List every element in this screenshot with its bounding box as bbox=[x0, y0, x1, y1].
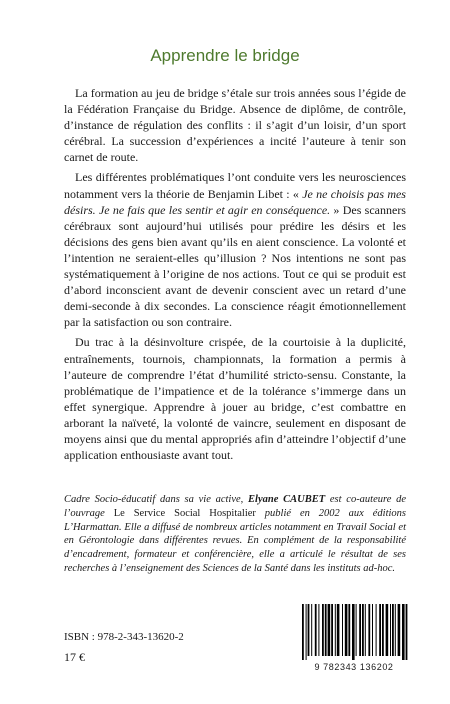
paragraph-1-text: La formation au jeu de bridge s’étale sur trois années sous l’égide de la Fédération Française du Bridge. Absence de diplôme, de contrôle, d’instance de régulation des conflits : il s’agit d’un loisir, d’un sport cérébral. La succession d’expériences a incité l’auteure à tenir son carnet de route. bbox=[64, 86, 406, 165]
paragraph-2-text-a: Les différentes problématiques l’ont conduite vers les neurosciences notamment vers la théorie de Benjamin Libet : « bbox=[64, 170, 406, 201]
libet-quote: Je ne choisis pas mes désirs. Je ne fais que les sentir et agir en conséquence. bbox=[64, 186, 406, 217]
bio-text-1: Cadre Socio-éducatif dans sa vie active, bbox=[64, 494, 249, 505]
bio-text-2: est co-auteure de l’ouvrage bbox=[64, 494, 407, 519]
book-title: Le Service Social Hospitalier bbox=[113, 507, 256, 519]
paragraph-3 bbox=[64, 334, 406, 463]
back-cover-title: Apprendre le bridge bbox=[150, 46, 300, 65]
paragraph-3-text: Du trac à la désinvolture crispée, de la courtoisie à la duplicité, entraînements, tournois, championnats, la formation a permis à l’auteure de comprendre l’état d’humilité stricto-sensu. Constante, la problématique de l’impatience et de la tolérance s’immerge dans un effet synergique. Apprendre à jouer au bridge, c’est combattre en arborant la naïveté, la volonté de vaincre, seulement en disposant de moyens ainsi que du mental appropriés afin d’atteindre l’objectif d’une application enthousiaste avant tout. bbox=[64, 335, 406, 463]
paragraph-1 bbox=[64, 85, 406, 165]
blurb bbox=[64, 85, 406, 467]
author-name: Elyane CAUBET bbox=[248, 494, 326, 505]
bio-text-3: publié en 2002 aux éditions L’Harmattan. Elle a diffusé de nombreux articles notamment en Travail Social et en Gérontologie dans différentes revues. En complément de la responsabilité d’encadrement, formateur et conférencière, elle a articulé le résultat de ses recherches à l’enseignement des Sciences de la Santé dans les instituts ad-hoc. bbox=[64, 507, 406, 574]
barcode bbox=[296, 604, 412, 674]
isbn: ISBN : 978-2-343-13620-2 bbox=[64, 631, 184, 643]
barcode-bars bbox=[296, 604, 412, 662]
author-bio bbox=[64, 493, 406, 576]
paragraph-2 bbox=[64, 169, 406, 330]
barcode-digits: 9 782343 136202 bbox=[314, 662, 394, 672]
paragraph-2-text-b: » Des scanners cérébraux sont aujourd’hui utilisés pour prédire les désirs et les décisions des gens bien avant qu’ils en aient conscience. La volonté et l’intention ne seraient-elles qu’illusion ? Nos intentions ne sont pas systématiquement à l’origine de nos actions. Tout ce qui se produit est d’abord inconscient avant de devenir conscient avec un retard d’une demi-seconde à dix secondes. La conscience réagit émotionnellement par la satisfaction ou son contraire. bbox=[64, 202, 406, 330]
price: 17 € bbox=[64, 650, 85, 664]
